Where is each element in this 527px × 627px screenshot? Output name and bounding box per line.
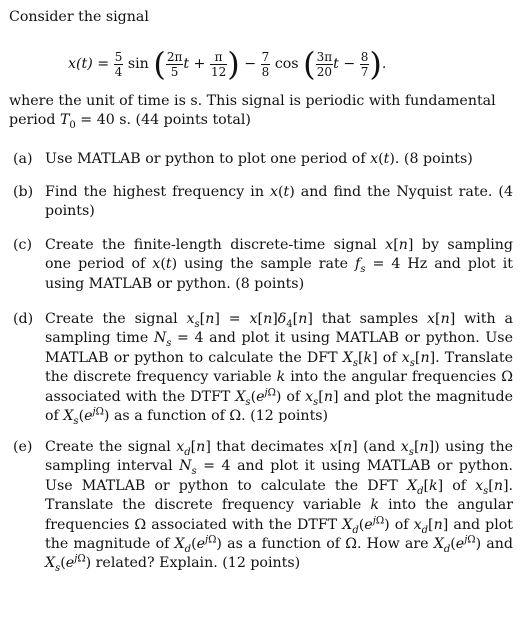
eq-coef2: $\frac{7}{8}$ (261, 49, 270, 79)
eq-minus: − (244, 56, 257, 72)
problem-item (13, 150, 513, 169)
eq-cos: cos (274, 56, 299, 72)
eq-t2: t − (333, 56, 356, 72)
problem-label: (c) (13, 237, 33, 253)
problem-text: Create the signal $x_d[n]$ that decimates x[n] (and $x_s[n]$) using the sampling interval $N_s = 4$ and plot it using MATLAB or python. Use MATLAB or python to calculate the DFT $X_d[k]$ of $x_s[n]$. Translate the discrete frequency variable k into the angular frequencies Ω associated with the DTFT $X_d(e^{j\Omega})$ of $x_d[n]$ and plot the magnitude of $X_d(e^{j\Omega})$ as a function of Ω. How are $X_d(e^{j\Omega})$ and $X_s(e^{j\Omega})$ related? Explain. (12 points) (45, 439, 514, 575)
problem-label: (a) (13, 151, 33, 167)
eq-phase1: $\frac{\pi}{12}$ (210, 49, 227, 79)
eq-phase2: $\frac{8}{7}$ (360, 49, 369, 79)
eq-arg2: $\frac{3\pi}{20}$ (316, 49, 333, 79)
period-text: where the unit of time is s. This signal is periodic with fundamental period $T_0 = 40$ s. (44 points total) (9, 93, 496, 132)
problem-text: Create the signal $x_s[n] = x[n]\delta_4[n]$ that samples x[n] with a sampling time $N_s = 4$ and plot it using MATLAB or python. Use MATLAB or python to calculate the DFT $X_s[k]$ of $x_s[n]$. Translate the discrete frequency variable k into the angular frequencies Ω associated with the DTFT $X_s(e^{j\Omega})$ of $x_s[n]$ and plot the magnitude of $X_s(e^{j\Omega})$ as a function of Ω. (12 points) (45, 311, 513, 427)
problem-text: Create the finite-length discrete-time signal x[n] by sampling one period of x(t) using the sample rate $f_s = 4$ Hz and plot it using MATLAB or python. (8 points) (45, 237, 513, 292)
problem-item (13, 438, 513, 574)
intro-text: Consider the signal (9, 9, 149, 25)
problem-label: (b) (13, 184, 34, 200)
problem-item (13, 310, 513, 426)
problem-text: Use MATLAB or python to plot one period of x(t). (8 points) (45, 151, 473, 167)
eq-t1: t + (183, 56, 206, 72)
problem-label: (d) (13, 311, 34, 327)
problem-item (13, 236, 513, 294)
eq-coef1: $\frac{5}{4}$ (114, 49, 123, 79)
eq-arg1: $\frac{2\pi}{5}$ (166, 49, 183, 79)
problem-label: (e) (13, 439, 33, 455)
problem-text: Find the highest frequency in x(t) and find the Nyquist rate. (4 points) (45, 184, 513, 220)
problem-item (13, 183, 513, 222)
signal-equation: x(t) = $\frac{5}{4}$ sin ( $\frac{2\pi}{5}$ t + $\frac{\pi}{12}$ ) − $\frac{7}{8}$ cos ( $\frac{3\pi}{20}$ t − $\frac{8}{7}$ ). (68, 45, 387, 83)
eq-sin: sin (127, 56, 149, 72)
eq-lhs: x(t) = (68, 56, 110, 72)
